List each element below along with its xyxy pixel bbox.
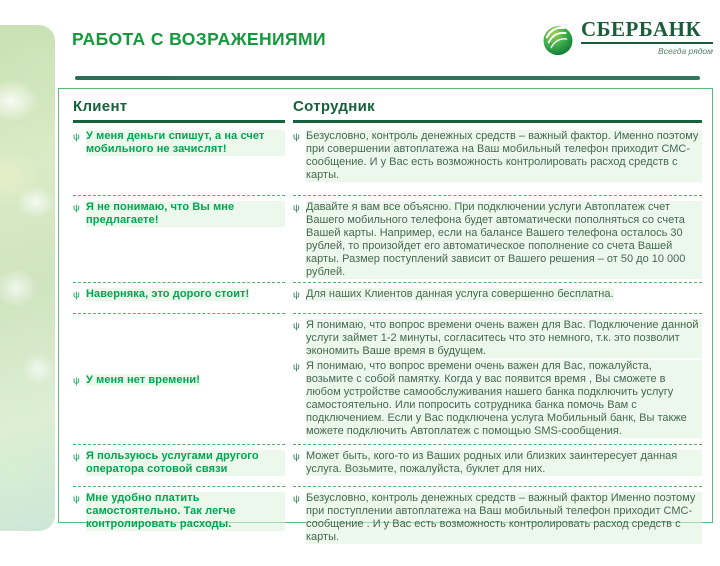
table-row [73, 196, 702, 283]
client-objection-item [73, 130, 285, 156]
client-cell [73, 492, 285, 562]
client-cell [73, 450, 285, 483]
employee-objection-item [293, 319, 702, 358]
table-row [73, 283, 702, 314]
employee-objection-item [293, 288, 702, 301]
employee-cell [293, 319, 702, 441]
client-cell [73, 319, 285, 441]
employee-objection-item [293, 201, 702, 279]
table-row [73, 487, 702, 566]
hand-bullet-icon: ψ [73, 493, 80, 505]
employee-cell [293, 450, 702, 483]
employee-objection-item [293, 130, 702, 182]
employee-objection-text: Может быть, кого-то из Ваших родных или близких заинтересует данная услуга. Возьмите, пожалуйста, буклет для них. [306, 450, 702, 476]
hand-bullet-icon: ψ [73, 202, 80, 214]
employee-objection-text: Давайте я вам все объясню. При подключении услуги Автоплатеж счет Вашего мобильного телефона будет автоматически пополняться со счета Вашей карты. Например, если на балансе Вашего телефона осталось 30 рублей, то произойдет его автоматическое пополнение со счета Вашей карты. Размер поступлений зависит от Вашего решения – от 50 до 10 000 рублей. [306, 201, 702, 279]
sberbank-logo [541, 18, 713, 56]
client-objection-text: Я пользуюсь услугами другого оператора сотовой связи [86, 450, 285, 476]
hand-bullet-icon: ψ [73, 451, 80, 463]
objections-table [58, 88, 713, 543]
employee-cell [293, 130, 702, 192]
employee-objection-item [293, 360, 702, 438]
employee-objection-text: Безусловно, контроль денежных средств – важный фактор Именно поэтому при поступлении автоплатежа на Ваш мобильный телефон приходит СМС-сообщение . И у Вас есть возможность контролировать расход средств с карты. [306, 492, 702, 544]
employee-cell [293, 492, 702, 562]
column-header-employee: Сотрудник [293, 95, 702, 123]
employee-cell [293, 288, 702, 310]
hand-bullet-icon: ψ [293, 451, 300, 463]
table-row [73, 445, 702, 487]
client-objection-item [73, 288, 285, 301]
hand-bullet-icon: ψ [73, 131, 80, 143]
client-objection-text: У меня деньги спишут, а на счет мобильного не зачислят! [86, 130, 285, 156]
table-row [73, 314, 702, 445]
column-header-client: Клиент [73, 95, 285, 123]
sberbank-circle-icon [541, 22, 575, 56]
table-header-row [73, 95, 702, 123]
employee-objection-item [293, 450, 702, 476]
client-cell [73, 130, 285, 192]
hand-bullet-icon: ψ [73, 375, 80, 386]
table-body [73, 125, 702, 566]
client-objection-text: У меня нет времени! [86, 373, 201, 386]
brand-tagline: Всегда рядом [658, 46, 713, 57]
client-objection-item [73, 374, 285, 387]
hand-bullet-icon: ψ [293, 131, 300, 143]
client-cell [73, 201, 285, 279]
employee-objection-text: Я понимаю, что вопрос времени очень важен для Вас. Подключение данной услуги займет 1-2 минуты, согласитесь что это немного, т.к. это позволит экономить Ваше время в будущем. [306, 319, 702, 358]
header-divider [75, 76, 700, 80]
client-objection-item [73, 492, 285, 531]
brand-box [581, 18, 713, 56]
employee-objection-text: Я понимаю, что вопрос времени очень важен для Вас, пожалуйста, возьмите с собой памятку. Когда у вас появится время , Вы сможете в любом устройстве самообслуживания нашего банка подключить услугу самостоятельно. Или попросить сотрудника банка помочь Вам с подключением. Если у Вас подключена услуга Мобильный банк, Вы также можете подключить Автоплатеж с помощью SMS-сообщения. [306, 360, 702, 438]
client-objection-item [73, 450, 285, 476]
employee-objection-text: Безусловно, контроль денежных средств – важный фактор. Именно поэтому при совершении автоплатежа на Ваш мобильный телефон приходит СМС-сообщение. И у Вас есть возможность контролировать расход средств с карты. [306, 130, 702, 182]
hand-bullet-icon: ψ [73, 289, 80, 301]
hand-bullet-icon: ψ [293, 493, 300, 505]
decorative-photo-strip [0, 25, 55, 531]
client-objection-text: Мне удобно платить самостоятельно. Так легче контролировать расходы. [86, 492, 285, 531]
table-row [73, 125, 702, 196]
hand-bullet-icon: ψ [293, 361, 300, 373]
hand-bullet-icon: ψ [293, 289, 300, 301]
client-cell [73, 288, 285, 310]
employee-objection-text: Для наших Клиентов данная услуга совершенно бесплатна. [306, 288, 614, 300]
brand-name: СБЕРБАНК [581, 18, 713, 44]
page-title: РАБОТА С ВОЗРАЖЕНИЯМИ [72, 29, 326, 49]
client-objection-item [73, 201, 285, 227]
client-objection-text: Я не понимаю, что Вы мне предлагаете! [86, 201, 285, 227]
hand-bullet-icon: ψ [293, 320, 300, 332]
employee-objection-item [293, 492, 702, 544]
hand-bullet-icon: ψ [293, 202, 300, 214]
employee-cell [293, 201, 702, 279]
client-objection-text: Наверняка, это дорого стоит! [86, 288, 250, 300]
